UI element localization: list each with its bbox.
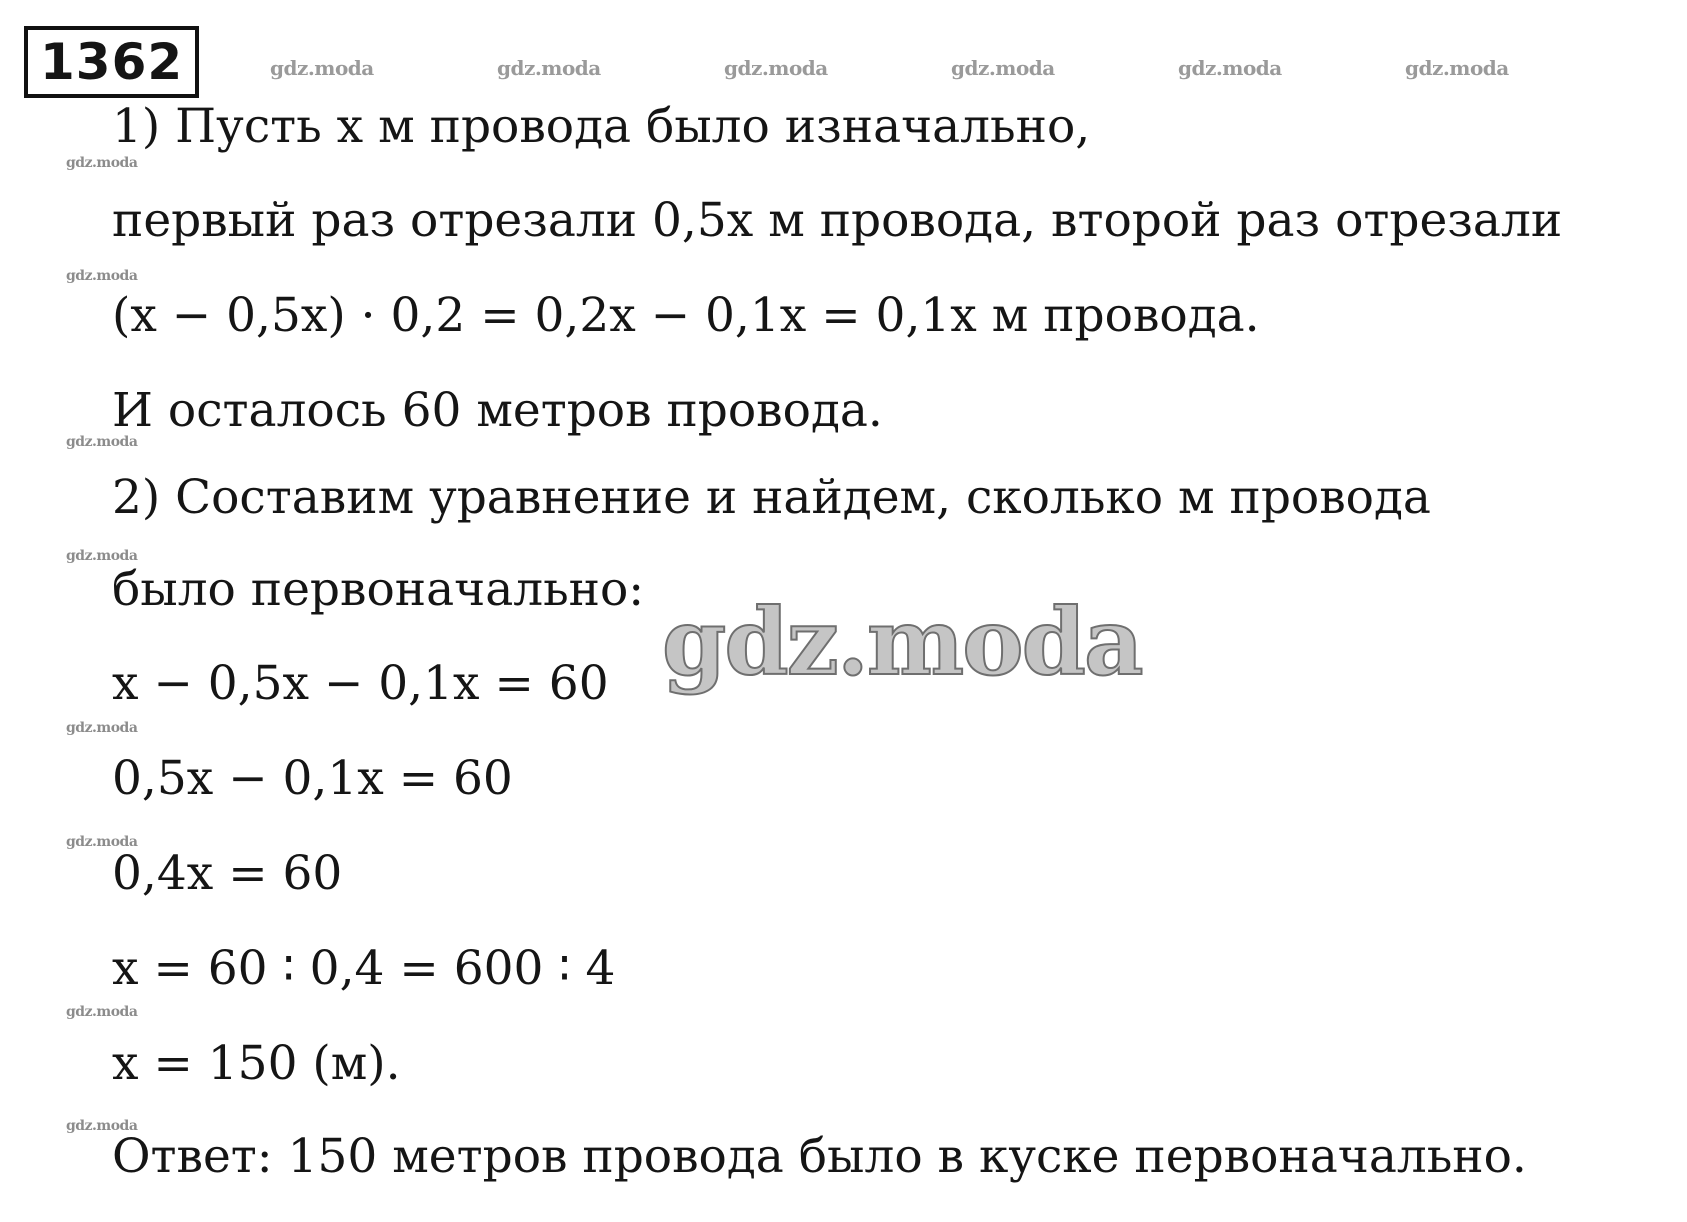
watermark-side: gdz.moda [66, 434, 138, 450]
watermark-top: gdz.moda [270, 56, 374, 80]
watermark-side: gdz.moda [66, 834, 138, 850]
equation-line-3: 0,4x = 60 [112, 846, 343, 901]
answer-line: Ответ: 150 метров провода было в куске первоначально. [112, 1129, 1527, 1184]
equation-line-5: x = 150 (м). [112, 1036, 401, 1091]
equation-line-2: 0,5x − 0,1x = 60 [112, 751, 513, 806]
solution-line-6: было первоначально: [112, 562, 645, 617]
solution-line-4: И осталось 60 метров провода. [112, 383, 883, 438]
watermark-side: gdz.moda [66, 155, 138, 171]
watermark-top: gdz.moda [951, 56, 1055, 80]
watermark-side: gdz.moda [66, 720, 138, 736]
solution-line-2: первый раз отрезали 0,5x м провода, второй раз отрезали [112, 193, 1563, 248]
watermark-top: gdz.moda [724, 56, 828, 80]
solution-line-1: 1) Пусть x м провода было изначально, [112, 99, 1091, 154]
watermark-top: gdz.moda [1405, 56, 1509, 80]
equation-line-4: x = 60 ∶ 0,4 = 600 ∶ 4 [112, 941, 616, 996]
watermark-side: gdz.moda [66, 268, 138, 284]
watermark-side: gdz.moda [66, 1004, 138, 1020]
watermark-top: gdz.moda [497, 56, 601, 80]
watermark-large: gdz.moda [662, 588, 1142, 696]
problem-number: 1362 [24, 26, 199, 98]
solution-line-5: 2) Составим уравнение и найдем, сколько м провода [112, 470, 1431, 525]
watermark-side: gdz.moda [66, 548, 138, 564]
watermark-side: gdz.moda [66, 1118, 138, 1134]
solution-line-3: (x − 0,5x) · 0,2 = 0,2x − 0,1x = 0,1x м провода. [112, 288, 1260, 343]
equation-line-1: x − 0,5x − 0,1x = 60 [112, 656, 609, 711]
watermark-top: gdz.moda [1178, 56, 1282, 80]
